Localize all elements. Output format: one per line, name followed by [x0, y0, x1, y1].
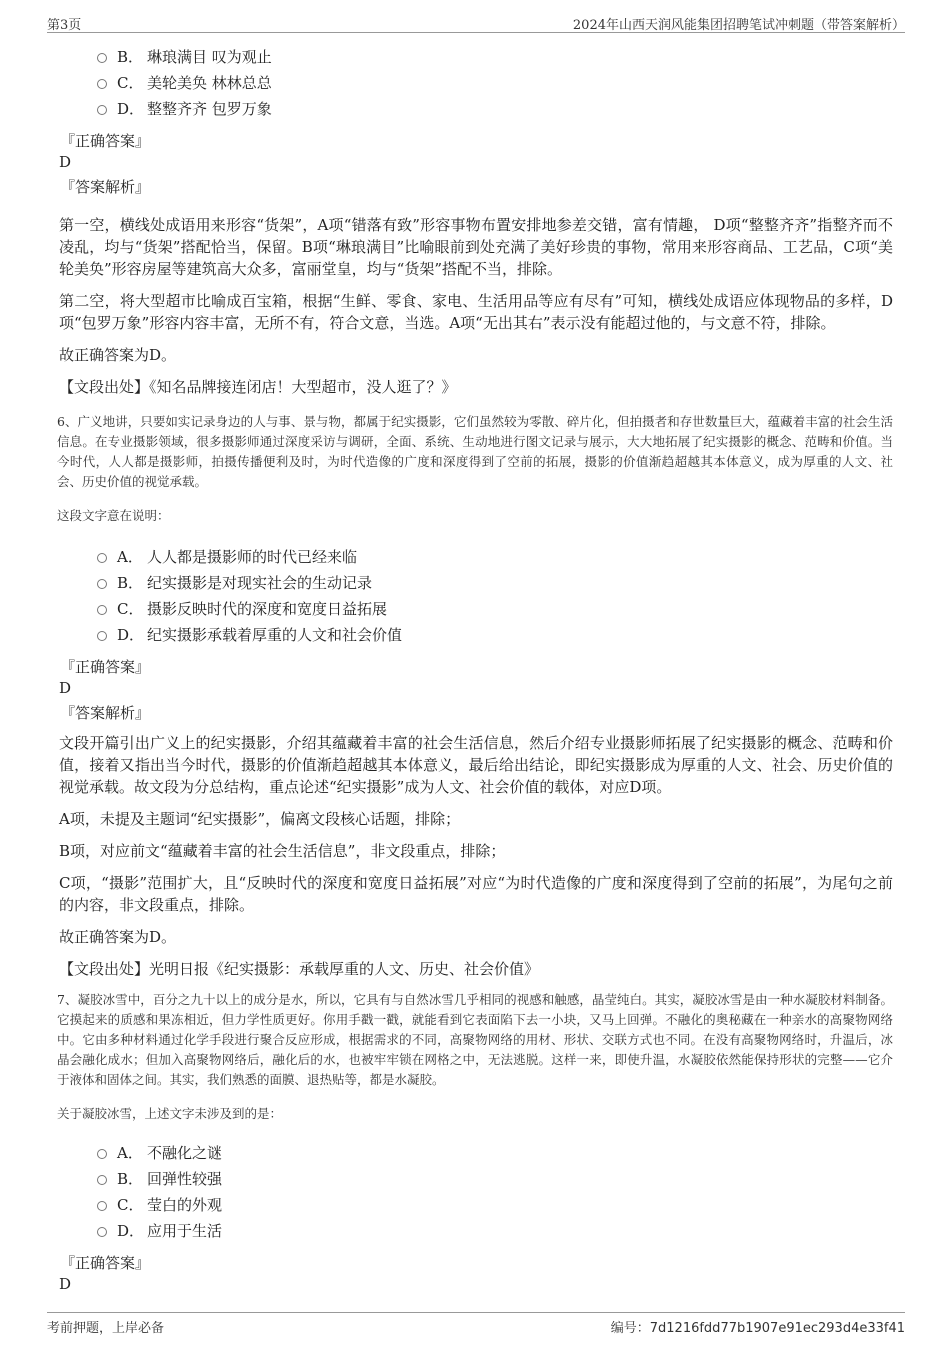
page-footer [47, 1312, 905, 1337]
question-6-stem: 这段文字意在说明： [57, 508, 170, 523]
option-d[interactable]: D． 整整齐齐 包罗万象 [57, 96, 893, 122]
footer-motto: 考前押题，上岸必备 [47, 1321, 165, 1336]
answer-value: D [59, 153, 72, 171]
q6-options [57, 544, 893, 648]
option-c[interactable]: C． 莹白的外观 [57, 1192, 893, 1218]
analysis-conclusion: 故正确答案为D。 [59, 346, 177, 364]
source-citation: 【文段出处】光明日报《纪实摄影：承载厚重的人文、历史、社会价值》 [59, 960, 540, 978]
answer-label: 『正确答案』 [60, 658, 151, 676]
answer-value: D [59, 679, 72, 697]
answer-label: 『正确答案』 [60, 132, 151, 150]
source-citation: 【文段出处】《知名品牌接连闭店！大型超市，没人逛了？》 [59, 378, 457, 396]
analysis-label: 『答案解析』 [60, 178, 151, 196]
analysis-label: 『答案解析』 [60, 704, 151, 722]
document-title: 2024年山西天润风能集团招聘笔试冲刺题（带答案解析） [572, 18, 905, 33]
option-b[interactable]: B． 琳琅满目 叹为观止 [57, 44, 893, 70]
document-code: 编号：7d1216fdd77b1907e91ec293d4e33f41 [610, 1321, 905, 1336]
radio-icon[interactable] [97, 1175, 107, 1185]
page-header [47, 10, 905, 33]
analysis-paragraph: A项，未提及主题词“纪实摄影”，偏离文段核心话题，排除； [59, 810, 461, 828]
radio-icon[interactable] [97, 53, 107, 63]
option-d[interactable]: D． 纪实摄影承载着厚重的人文和社会价值 [57, 622, 893, 648]
question-6-text: 6、广义地讲，只要如实记录身边的人与事、景与物，都属于纪实摄影，它们虽然较为零散、碎片化，但拍摄者和存世数量巨大，蕴藏着丰富的社会生活信息。在专业摄影领域，很多摄影师通过深度采访与调研，全面、系统、生动地进行图文记录与展示，大大地拓展了纪实摄影的概念、范畴和价值。当今时代，人人都是摄影师，拍摄传播便利及时，为时代造像的广度和深度得到了空前的拓展，摄影的价值渐趋超越其本体意义，成为厚重的人文、社会、历史价值的视觉承载。 [57, 414, 893, 489]
answer-value: D [59, 1275, 72, 1293]
radio-icon[interactable] [97, 1227, 107, 1237]
analysis-conclusion: 故正确答案为D。 [59, 928, 177, 946]
option-c[interactable]: C． 美轮美奂 林林总总 [57, 70, 893, 96]
option-a[interactable]: A． 人人都是摄影师的时代已经来临 [57, 544, 893, 570]
answer-label: 『正确答案』 [60, 1254, 151, 1272]
analysis-paragraph: B项，对应前文“蕴藏着丰富的社会生活信息”，非文段重点，排除； [59, 842, 506, 860]
q5-options [57, 44, 893, 122]
option-a[interactable]: A． 不融化之谜 [57, 1140, 893, 1166]
option-b[interactable]: B． 回弹性较强 [57, 1166, 893, 1192]
radio-icon[interactable] [97, 1201, 107, 1211]
radio-icon[interactable] [97, 605, 107, 615]
option-d[interactable]: D． 应用于生活 [57, 1218, 893, 1244]
analysis-paragraph: C项，“摄影”范围扩大，且“反映时代的深度和宽度日益拓展”对应“为时代造像的广度和深度得到了空前的拓展”，为尾句之前的内容，非文段重点，排除。 [59, 874, 893, 914]
page-content [57, 44, 893, 1298]
question-7-stem: 关于凝胶冰雪，上述文字未涉及到的是： [57, 1106, 283, 1121]
radio-icon[interactable] [97, 579, 107, 589]
question-7-text: 7、凝胶冰雪中，百分之九十以上的成分是水，所以，它具有与自然冰雪几乎相同的视感和触感，晶莹纯白。其实，凝胶冰雪是由一种水凝胶材料制备。它摸起来的质感和果冻相近，但力学性质更好。你用手戳一戳，就能看到它表面陷下去一小块，又马上回弹。不融化的奥秘藏在一种亲水的高聚物网络中。它由多种材料通过化学手段进行聚合反应形成，根据需求的不同，高聚物网络的用材、形状、交联方式也不同。在没有高聚物网络时，升温后，冰晶会融化成水；但加入高聚物网络后，融化后的水，也被牢牢锁在网格之中，无法逃脱。这样一来，即使升温，水凝胶依然能保持形状的完整——它介于液体和固体之间。其实，我们熟悉的面膜、退热贴等，都是水凝胶。 [57, 992, 893, 1087]
option-c[interactable]: C． 摄影反映时代的深度和宽度日益拓展 [57, 596, 893, 622]
radio-icon[interactable] [97, 1149, 107, 1159]
radio-icon[interactable] [97, 631, 107, 641]
analysis-paragraph: 第一空，横线处成语用来形容“货架”，A项“错落有致”形容事物布置安排地参差交错，富有情趣， D项“整整齐齐”指整齐而不凌乱，均与“货架”搭配恰当，保留。B项“琳琅满目”比喻眼前到处充满了美好珍贵的事物，常用来形容商品、工艺品，C项“美轮美奂”形容房屋等建筑高大众多，富丽堂皇，均与“货架”搭配不当，排除。 [59, 216, 893, 278]
page-number: 第3页 [47, 18, 82, 33]
analysis-paragraph: 文段开篇引出广义上的纪实摄影，介绍其蕴藏着丰富的社会生活信息，然后介绍专业摄影师拓展了纪实摄影的概念、范畴和价值，接着又指出当今时代，摄影的价值渐趋超越其本体意义，最后给出结论，即纪实摄影成为厚重的人文、社会、历史价值的视觉承载。故文段为分总结构，重点论述“纪实摄影”成为人文、社会价值的载体，对应D项。 [59, 734, 893, 796]
radio-icon[interactable] [97, 105, 107, 115]
radio-icon[interactable] [97, 553, 107, 563]
q7-options [57, 1140, 893, 1244]
option-b[interactable]: B． 纪实摄影是对现实社会的生动记录 [57, 570, 893, 596]
analysis-paragraph: 第二空，将大型超市比喻成百宝箱，根据“生鲜、零食、家电、生活用品等应有尽有”可知，横线处成语应体现物品的多样，D项“包罗万象”形容内容丰富，无所不有，符合文意，当选。A项“无出其右”表示没有能超过他的，与文意不符，排除。 [59, 292, 893, 332]
radio-icon[interactable] [97, 79, 107, 89]
